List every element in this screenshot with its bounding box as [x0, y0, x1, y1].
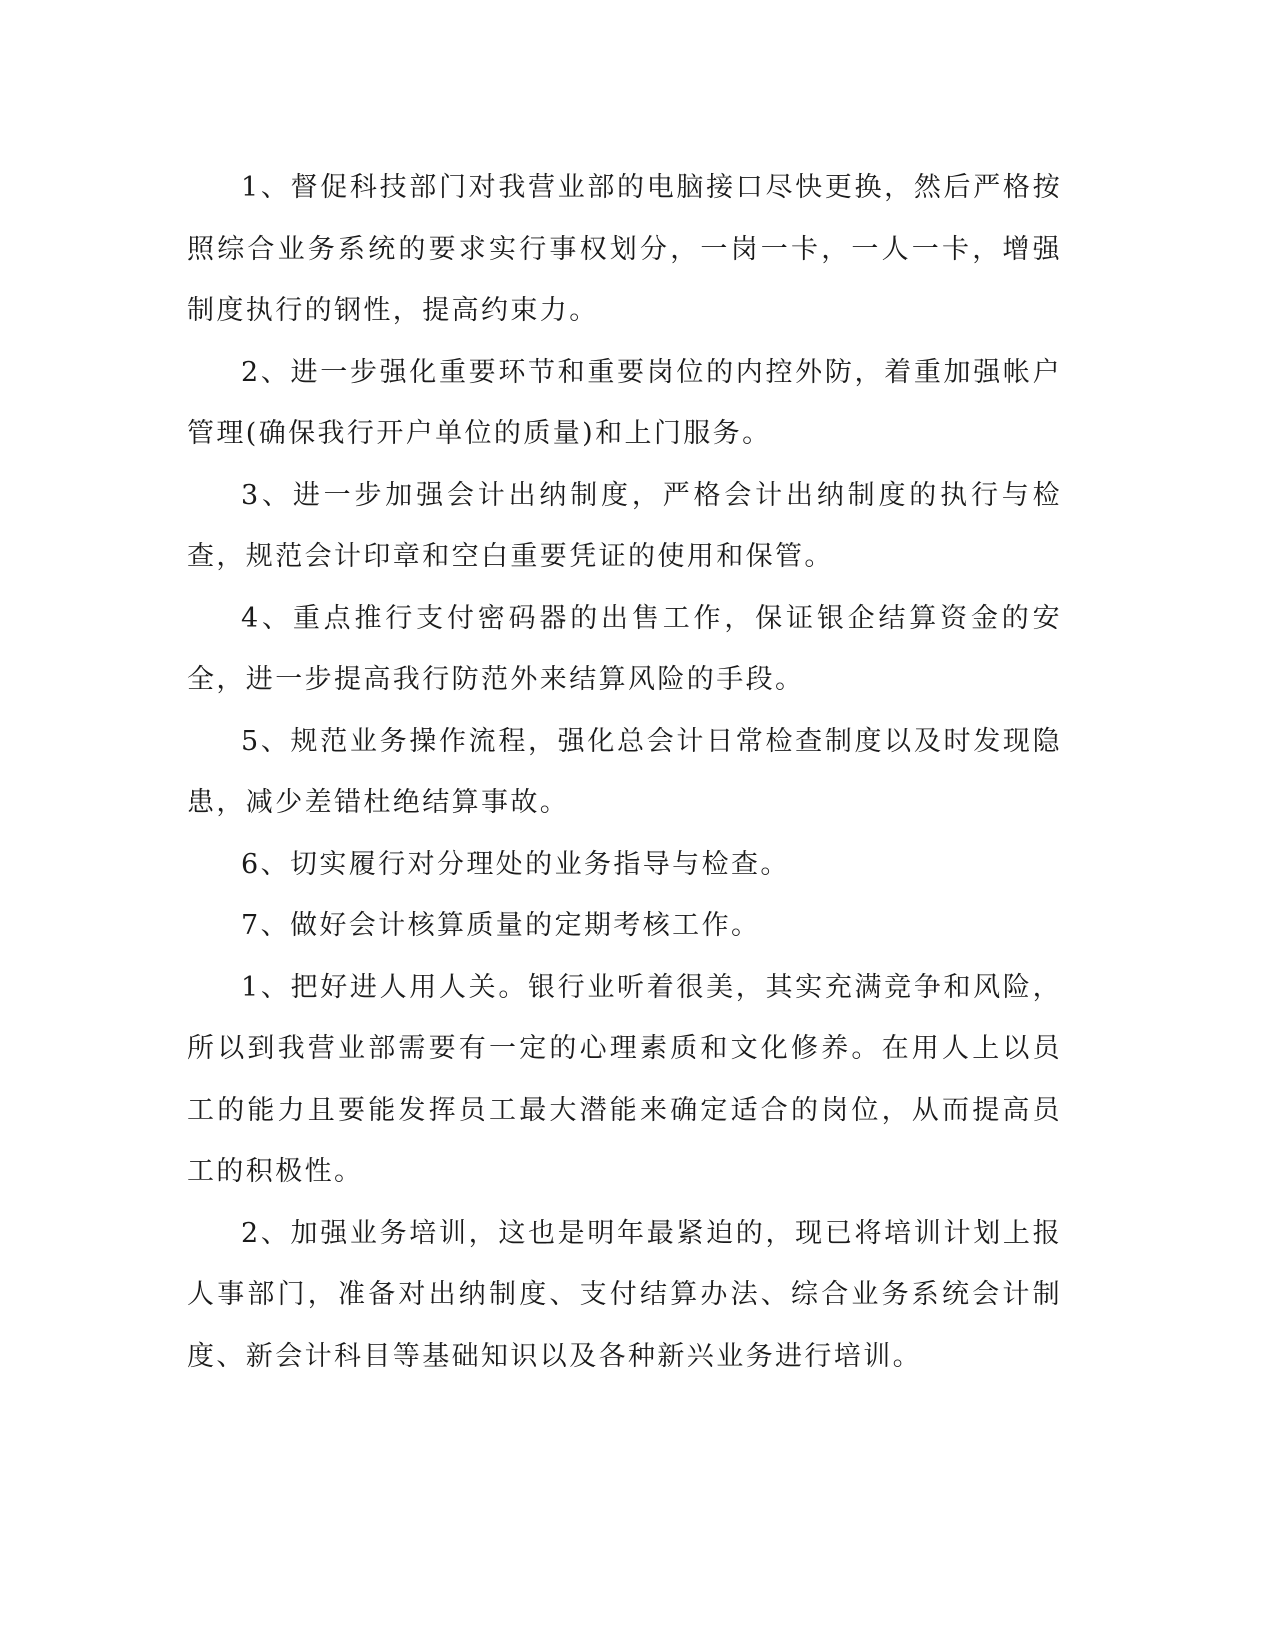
paragraph-4: 4、重点推行支付密码器的出售工作，保证银企结算资金的安全，进一步提高我行防范外来结算风险的手段。 — [187, 602, 1062, 695]
paragraph-3: 3、进一步加强会计出纳制度，严格会计出纳制度的执行与检查，规范会计印章和空白重要凭证的使用和保管。 — [187, 479, 1062, 572]
paragraph-9: 2、加强业务培训，这也是明年最紧迫的，现已将培训计划上报人事部门，准备对出纳制度、支付结算办法、综合业务系统会计制度、新会计科目等基础知识以及各种新兴业务进行培训。 — [187, 1217, 1062, 1372]
paragraph-7: 7、做好会计核算质量的定期考核工作。 — [241, 910, 761, 941]
paragraph-8: 1、把好进人用人关。银行业听着很美，其实充满竞争和风险，所以到我营业部需要有一定的心理素质和文化修养。在用人上以员工的能力且要能发挥员工最大潜能来确定适合的岗位，从而提高员工的积极性。 — [187, 971, 1062, 1187]
paragraph-6: 6、切实履行对分理处的业务指导与检查。 — [241, 848, 790, 880]
document-body — [187, 157, 1062, 1387]
paragraph-2: 2、进一步强化重要环节和重要岗位的内控外防，着重加强帐户管理(确保我行开户单位的质量)和上门服务。 — [187, 356, 1062, 449]
paragraph-1: 1、督促科技部门对我营业部的电脑接口尽快更换，然后严格按照综合业务系统的要求实行事权划分，一岗一卡，一人一卡，增强制度执行的钢性，提高约束力。 — [187, 172, 1062, 326]
paragraph-5: 5、规范业务操作流程，强化总会计日常检查制度以及时发现隐患，减少差错杜绝结算事故。 — [187, 725, 1062, 818]
